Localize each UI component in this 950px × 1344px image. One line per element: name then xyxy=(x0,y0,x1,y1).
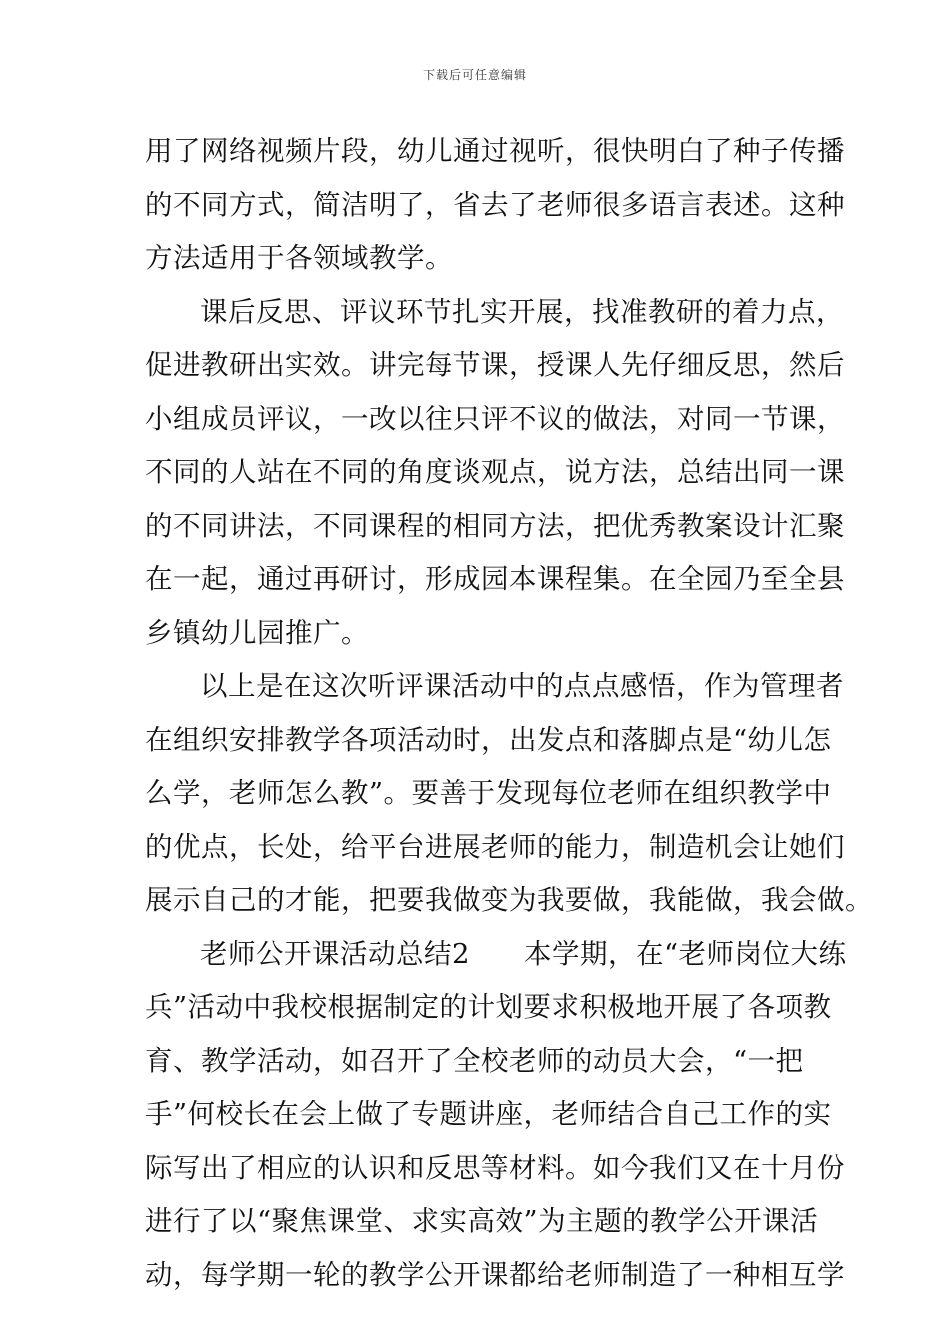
text-line: 动，每学期一轮的教学公开课都给老师制造了一种相互学 xyxy=(145,1258,845,1291)
text-line: 么学，老师怎么教”。要善于发现每位老师在组织教学中 xyxy=(145,777,832,809)
text-line: 的不同方式，简洁明了，省去了老师很多语言表述。这种 xyxy=(145,188,845,221)
text-line: 进行了以“聚焦课堂、求实高效”为主题的教学公开课活 xyxy=(145,1205,819,1237)
paragraph-start-line: 以上是在这次听评课活动中的点点感悟，作为管理者 xyxy=(200,670,844,702)
text-line: 小组成员评议，一改以往只评不议的做法，对同一节课， xyxy=(145,402,845,435)
text-line: 用了网络视频片段，幼儿通过视听，很快明白了种子传播 xyxy=(145,135,845,167)
text-line: 在组织安排教学各项活动时，出发点和落脚点是“幼儿怎 xyxy=(145,723,832,756)
text-line: 促进教研出实效。讲完每节课，授课人先仔细反思，然后 xyxy=(145,349,845,381)
text-line: 不同的人站在不同的角度谈观点，说方法，总结出同一课 xyxy=(145,456,845,488)
page-header: 下载后可任意编辑 xyxy=(422,68,527,82)
section-title: 老师公开课活动总结2 xyxy=(200,937,470,970)
text-line: 的优点，长处，给平台进展老师的能力，制造机会让她们 xyxy=(145,830,845,863)
text-line: 兵”活动中我校根据制定的计划要求积极地开展了各项教 xyxy=(145,991,832,1023)
text-line: 手”何校长在会上做了专题讲座，老师结合自己工作的实 xyxy=(145,1098,832,1130)
text-line: 乡镇幼儿园推广。 xyxy=(145,616,369,649)
text-line: 的不同讲法，不同课程的相同方法，把优秀教案设计汇聚 xyxy=(145,509,845,542)
text-line: 育、教学活动，如召开了全校老师的动员大会，“一把 xyxy=(145,1044,804,1077)
section-title-line xyxy=(145,928,847,982)
text-line: 展示自己的才能，把要我做变为我要做，我能做，我会做。 xyxy=(145,884,873,916)
text-line: 方法适用于各领域教学。 xyxy=(145,242,453,274)
section-intro-text: 本学期，在“老师岗位大练 xyxy=(524,937,847,970)
text-line: 在一起，通过再研讨，形成园本课程集。在全园乃至全县 xyxy=(145,563,845,595)
paragraph-start-line: 课后反思、评议环节扎实开展，找准教研的着力点， xyxy=(200,295,844,328)
document-body xyxy=(145,125,873,1302)
text-line: 际写出了相应的认识和反思等材料。如今我们又在十月份 xyxy=(145,1151,845,1184)
